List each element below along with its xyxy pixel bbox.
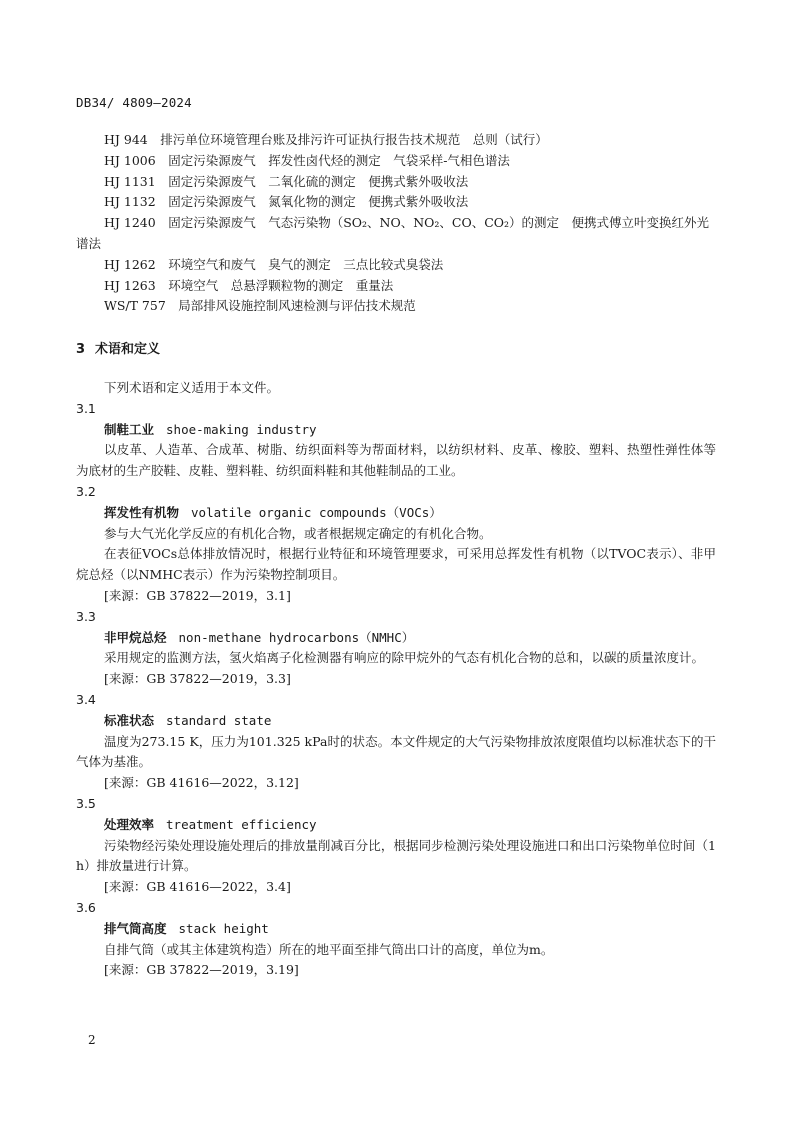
term-en: stack height (178, 920, 269, 936)
doc-number: DB34/ 4809—2024 (76, 95, 192, 110)
term-number: 3.3 (76, 608, 96, 624)
term-number: 3.5 (76, 795, 96, 811)
term-zh: 挥发性有机物 (104, 504, 180, 520)
term-zh: 制鞋工业 (104, 421, 155, 437)
reference-item: WS/T 757 局部排风设施控制风速检测与评估技术规范 (104, 298, 416, 314)
term-source: [来源：GB 37822—2019，3.3] (104, 671, 291, 687)
intro-paragraph: 下列术语和定义适用于本文件。 (104, 380, 280, 395)
reference-item: HJ 944 排污单位环境管理台账及排污许可证执行报告技术规范 总则（试行） (104, 132, 548, 147)
term-en: volatile organic compounds（VOCs） (191, 504, 442, 520)
term-definition: 以皮革、人造革、合成革、树脂、纺织面料等为帮面材料，以纺织材料、皮革、橡胶、塑料、热塑性弹性体等为底材的生产胶鞋、皮鞋、塑料鞋、纺织面料鞋和其他鞋制品的工业。 (76, 442, 716, 479)
term-zh: 排气筒高度 (104, 920, 167, 936)
term-source: [来源：GB 41616—2022，3.4] (104, 879, 291, 895)
term-number: 3.2 (76, 483, 96, 499)
section-heading (76, 338, 160, 357)
term-title (76, 919, 716, 940)
term-title (76, 815, 716, 836)
term-title (76, 503, 716, 524)
term-zh: 非甲烷总烃 (104, 629, 167, 645)
term-title (76, 420, 716, 441)
term-source: [来源：GB 37822—2019，3.19] (104, 962, 299, 978)
term-en: standard state (166, 712, 272, 728)
term-en: shoe-making industry (166, 421, 317, 437)
term-definition: 参与大气光化学反应的有机化合物，或者根据规定确定的有机化合物。 (104, 525, 492, 541)
term-definition: 温度为273.15 K，压力为101.325 kPa时的状态。本文件规定的大气污染物排放浓度限值均以标准状态下的干气体为基准。 (76, 733, 716, 770)
term-number: 3.1 (76, 400, 96, 416)
reference-item: HJ 1131 固定污染源废气 二氧化硫的测定 便携式紫外吸收法 (104, 173, 469, 189)
term-title (76, 628, 716, 649)
section-title: 术语和定义 (95, 342, 161, 357)
term-number: 3.4 (76, 691, 96, 707)
section-number: 3 (76, 342, 86, 357)
term-en: non-methane hydrocarbons（NMHC） (178, 629, 415, 645)
term-title (76, 711, 716, 732)
term-en: treatment efficiency (166, 816, 317, 832)
reference-item: HJ 1263 环境空气 总悬浮颗粒物的测定 重量法 (104, 277, 394, 293)
term-definition: 自排气筒（或其主体建筑构造）所在的地平面至排气筒出口计的高度，单位为m。 (104, 941, 554, 957)
term-zh: 标准状态 (104, 712, 155, 728)
reference-item: HJ 1006 固定污染源废气 挥发性卤代烃的测定 气袋采样-气相色谱法 (104, 152, 510, 168)
term-number: 3.6 (76, 899, 96, 915)
term-source: [来源：GB 41616—2022，3.12] (104, 775, 299, 791)
term-note: 在表征VOCs总体排放情况时，根据行业特征和环境管理要求，可采用总挥发性有机物（以TVOC表示）、非甲烷总烃（以NMHC表示）作为污染物控制项目。 (76, 546, 716, 583)
reference-item: HJ 1132 固定污染源废气 氮氧化物的测定 便携式紫外吸收法 (104, 194, 469, 210)
terms-body (76, 378, 716, 981)
reference-item: HJ 1240 固定污染源废气 气态污染物（SO₂、NO、NO₂、CO、CO₂）的测定 便携式傅立叶变换红外光谱法 (76, 215, 710, 251)
term-definition: 采用规定的监测方法，氢火焰离子化检测器有响应的除甲烷外的气态有机化合物的总和，以碳的质量浓度计。 (104, 650, 705, 666)
page-number: 2 (88, 1033, 96, 1047)
term-definition: 污染物经污染处理设施处理后的排放量削减百分比，根据同步检测污染处理设施进口和出口污染物单位时间（1 h）排放量进行计算。 (76, 837, 716, 874)
term-zh: 处理效率 (104, 816, 155, 832)
term-source: [来源：GB 37822—2019，3.1] (104, 587, 291, 603)
reference-item: HJ 1262 环境空气和废气 臭气的测定 三点比较式臭袋法 (104, 256, 444, 272)
reference-list (76, 130, 716, 317)
